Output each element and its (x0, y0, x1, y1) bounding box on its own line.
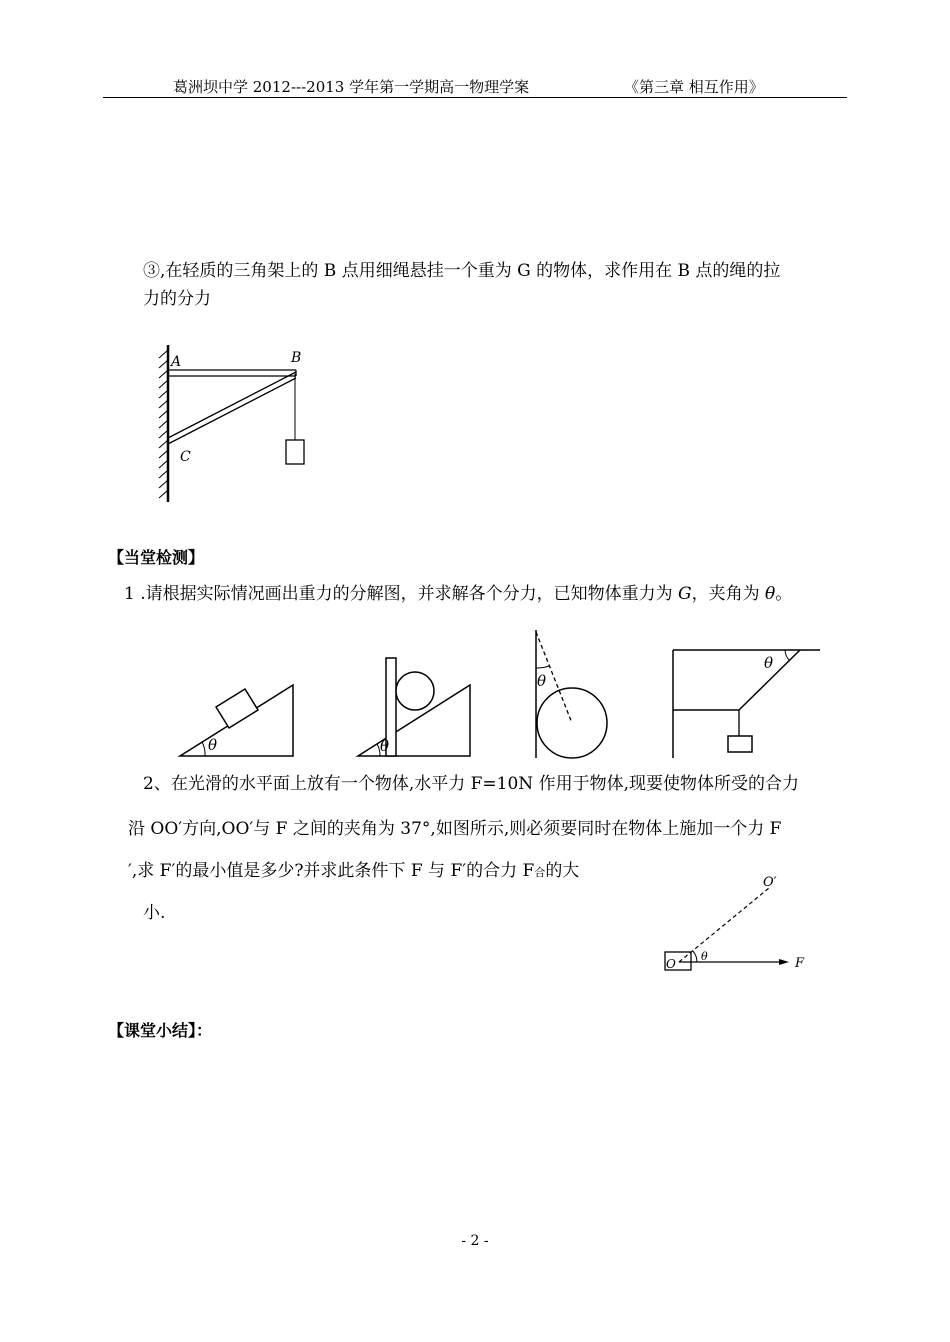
incline-block-figure (180, 685, 293, 756)
triangle-bracket-figure (150, 340, 315, 505)
q1-text: 1 .请根据实际情况画出重力的分解图，并求解各个分力，已知物体重力为 G，夹角为 θ。 (124, 584, 793, 604)
svg-text:θ: θ (764, 654, 774, 672)
svg-text:θ: θ (701, 950, 708, 963)
header-right: 《第三章 相互作用》 (624, 78, 764, 96)
svg-text:F: F (795, 956, 805, 971)
label-c: C (180, 449, 191, 465)
incline-ball-board-figure (358, 658, 470, 756)
svg-text:O: O (666, 957, 676, 971)
section-summary-title: 【课堂小结】： (108, 1021, 213, 1040)
hanging-weight (286, 440, 304, 464)
label-a: A (171, 354, 182, 370)
page-number: - 2 - (461, 1233, 489, 1249)
q2-line3: ′,求 F′的最小值是多少?并求此条件下 F 与 F′的合力 F合的大 (128, 861, 580, 881)
svg-text:θ: θ (537, 672, 547, 690)
svg-text:O′: O′ (763, 875, 777, 890)
force-direction-figure (655, 868, 830, 980)
svg-text:θ: θ (208, 736, 218, 754)
oo-prime-line (679, 888, 769, 962)
label-b: B (291, 350, 302, 366)
header-left: 葛洲坝中学 2012---2013 学年第一学期高一物理学案 (173, 78, 530, 96)
wall-hatching (159, 350, 168, 498)
problem3-line1: ③,在轻质的三角架上的 B 点用细绳悬挂一个重为 G 的物体，求作用在 B 点的绳的拉 (143, 261, 781, 281)
header-rule (103, 97, 847, 98)
q2-line1: 2、在光滑的水平面上放有一个物体,水平力 F=10N 作用于物体,现要使物体所受的合力 (143, 774, 799, 794)
problem3-line2: 力的分力 (143, 289, 211, 309)
svg-text:θ: θ (380, 737, 390, 755)
q1-figures (170, 628, 830, 768)
hanging-ball-figure (536, 630, 607, 758)
q2-line2: 沿 OO′方向,OO′与 F 之间的夹角为 37°,如图所示,则必须要同时在物体上施加一个力 F (128, 819, 782, 839)
frame-weight-figure (673, 650, 820, 758)
q2-line4: 小. (143, 903, 166, 923)
force-arrowhead (779, 959, 789, 965)
section-check-title: 【当堂检测】 (108, 548, 205, 567)
